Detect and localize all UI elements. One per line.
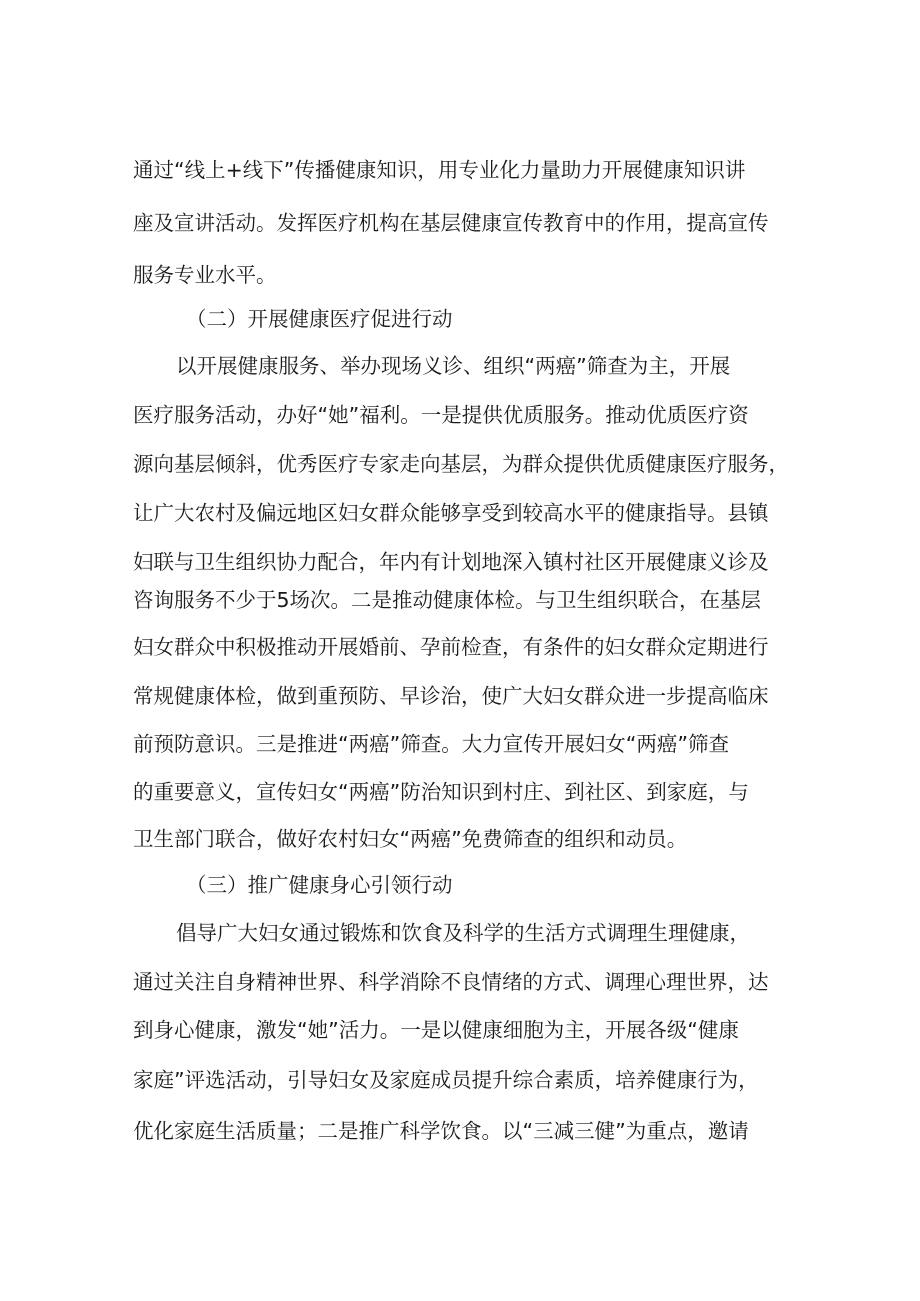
text-line-20 [0,1060,920,1100]
text-line-9 [0,542,920,582]
text-line-14 [0,772,920,812]
line-text: 妇联与卫生组织协力配合，年内有计划地深入镇村社区开展健康义诊及 [133,550,769,574]
text-line-10 [0,580,920,620]
line-text: （三）推广健康身心引领行动 [186,873,453,897]
text-line-13 [0,724,920,764]
text-line-21 [0,1111,920,1151]
text-line-12 [0,676,920,716]
line-text: 让广大农村及偏远地区妇女群众能够享受到较高水平的健康指导。县镇 [133,501,769,525]
text-line-15 [0,819,920,859]
line-text: 优化家庭生活质量；二是推广科学饮食。以“三减三健”为重点，邀请 [133,1119,749,1143]
line-text: 常规健康体检，做到重预防、早诊治，使广大妇女群众进一步提高临床 [133,684,769,708]
line-text: 到身心健康，激发“她”活力。一是以健康细胞为主，开展各级“健康 [133,1018,739,1042]
line-text: 妇女群众中积极推动开展婚前、孕前检查，有条件的妇女群众定期进行 [133,635,769,659]
text-line-19 [0,1010,920,1050]
text-line-8 [0,493,920,533]
line-text: 倡导广大妇女通过锻炼和饮食及科学的生活方式调理生理健康， [176,921,750,945]
line-text: 通过“线上+线下”传播健康知识，用专业化力量助力开展健康知识讲 [133,158,746,182]
line-text: （二）开展健康医疗促进行动 [186,307,453,331]
text-line-2 [0,203,920,243]
line-text: 通过关注自身精神世界、科学消除不良情绪的方式、调理心理世界，达 [133,970,769,994]
section-heading-3 [0,865,920,905]
text-line-11 [0,627,920,667]
line-text: 以开展健康服务、举办现场义诊、组织“两癌”筛查为主，开展 [176,354,731,378]
text-line-3 [0,255,920,295]
line-text: 源向基层倾斜，优秀医疗专家走向基层，为群众提供优质健康医疗服务， [133,452,789,476]
line-text: 前预防意识。三是推进“两癌”筛查。大力宣传开展妇女“两癌”筛查 [133,732,729,756]
section-heading-2 [0,299,920,339]
line-text: 卫生部门联合，做好农村妇女“两癌”免费筛查的组织和动员。 [133,827,688,851]
line-text: 的重要意义，宣传妇女“两癌”防治知识到村庄、到社区、到家庭，与 [133,780,749,804]
text-line-17 [0,913,920,953]
text-line-5 [0,346,920,386]
text-line-1 [0,150,920,190]
line-text: 咨询服务不少于5场次。二是推动健康体检。与卫生组织联合，在基层 [133,588,762,612]
text-line-6 [0,395,920,435]
text-line-7 [0,444,920,484]
line-text: 座及宣讲活动。发挥医疗机构在基层健康宣传教育中的作用，提高宣传 [133,211,769,235]
text-line-18 [0,962,920,1002]
line-text: 服务专业水平。 [133,263,277,287]
line-text: 医疗服务活动，办好“她”福利。一是提供优质服务。推动优质医疗资 [133,403,749,427]
line-text: 家庭”评选活动，引导妇女及家庭成员提升综合素质，培养健康行为， [133,1068,759,1092]
